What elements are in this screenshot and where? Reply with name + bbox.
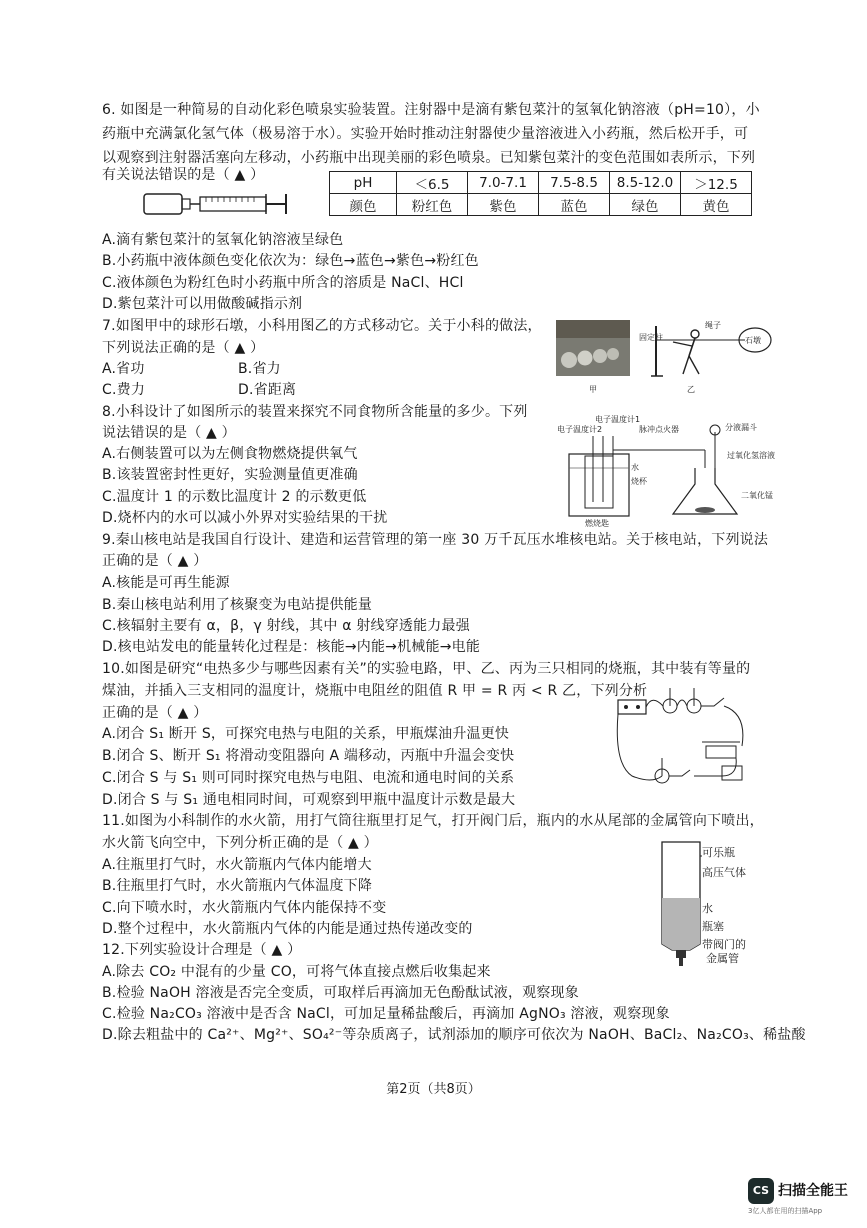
q11-stem-line1: 11.如图为小科制作的水火箭，用打气筒往瓶里打足气，打开阀门后，瓶内的水从尾部的金属管向下喷出，: [102, 813, 764, 829]
q10-stem-line1: 10.如图是研究“电热多少与哪些因素有关”的实验电路，甲、乙、丙为三只相同的烧瓶，其中装有等量的: [102, 661, 751, 677]
camscanner-logo-icon: CS: [748, 1178, 774, 1204]
q7-stem-line1: 7.如图甲中的球形石墩，小科用图乙的方式移动它。关于小科的做法，: [102, 318, 542, 334]
q9-option-b: B.秦山核电站利用了核聚变为电站提供能量: [102, 597, 373, 613]
q12-option-d: D.除去粗盐中的 Ca²⁺、Mg²⁺、SO₄²⁻等杂质离子，试剂添加的顺序可依次为 NaOH、BaCl₂、Na₂CO₃、稀盐酸: [102, 1027, 806, 1043]
q11-fig-label-gas: 高压气体: [702, 866, 746, 879]
q7-fig-label-stone: 石墩: [745, 336, 761, 345]
watermark-tagline: 3亿人都在用的扫描App: [748, 1207, 823, 1215]
q6-option-b: B.小药瓶中液体颜色变化依次为：绿色→蓝色→紫色→粉红色: [102, 253, 479, 269]
table-cell: 7.5-8.5: [539, 172, 610, 194]
q11-fig-label-tube: 金属管: [706, 952, 739, 965]
q6-stem-line4: 有关说法错误的是（ ▲ ）: [102, 167, 265, 183]
q8-fig-label-t2: 电子温度计2: [557, 425, 603, 434]
q7-option-d: D.省距离: [238, 382, 297, 398]
q7-fig-label-yi: 乙: [687, 385, 695, 394]
q6-stem-line2: 药瓶中充满氯化氢气体（极易溶于水）。实验开始时推动注射器使少量溶液进入小药瓶，然后松开手，可: [102, 126, 749, 142]
scanner-watermark: [748, 1178, 853, 1218]
page-number: 第2页（共8页）: [386, 1082, 481, 1097]
table-cell: 绿色: [610, 194, 681, 216]
q7-option-b: B.省力: [238, 361, 281, 377]
table-cell: 黄色: [681, 194, 752, 216]
table-cell: 蓝色: [539, 194, 610, 216]
q11-option-d: D.整个过程中，水火箭瓶内气体的内能是通过热传递改变的: [102, 921, 473, 937]
q6-option-c: C.液体颜色为粉红色时小药瓶中所含的溶质是 NaCl、HCl: [102, 275, 464, 291]
q10-circuit-figure: [612, 684, 762, 796]
q8-figure: [555, 412, 830, 530]
q10-stem-line2: 煤油，并插入三支相同的温度计，烧瓶中电阻丝的阻值 R 甲 = R 丙 < R 乙，下列分析: [102, 683, 648, 699]
q11-option-c: C.向下喷水时，水火箭瓶内气体内能保持不变: [102, 900, 387, 916]
table-cell: 紫色: [468, 194, 539, 216]
q8-stem-line1: 8.小科设计了如图所示的装置来探究不同食物所含能量的多少。下列: [102, 404, 528, 420]
q6-option-a: A.滴有紫包菜汁的氢氧化钠溶液呈绿色: [102, 232, 344, 248]
q10-option-d: D.闭合 S 与 S₁ 通电相同时间，可观察到甲瓶中温度计示数是最大: [102, 792, 516, 808]
q11-option-a: A.往瓶里打气时，水火箭瓶内气体内能增大: [102, 857, 372, 873]
q7-option-c: C.费力: [102, 382, 146, 398]
q7-option-a: A.省功: [102, 361, 145, 377]
q11-fig-label-bottle: 可乐瓶: [702, 846, 735, 859]
table-cell: pH: [330, 172, 397, 194]
table-cell: ＜6.5: [397, 172, 468, 194]
ph-row: [330, 172, 752, 194]
q12-stem: 12.下列实验设计合理是（ ▲ ）: [102, 942, 302, 958]
q8-fig-label-mno2: 二氧化锰: [741, 491, 773, 500]
table-cell: ＞12.5: [681, 172, 752, 194]
q8-option-c: C.温度计 1 的示数比温度计 2 的示数更低: [102, 489, 367, 505]
q7-fig-label-rope: 绳子: [705, 321, 721, 330]
q7-figure: [555, 318, 835, 400]
q8-fig-label-igniter: 脉冲点火器: [639, 425, 679, 434]
q9-stem-line1: 9.秦山核电站是我国自行设计、建造和运营管理的第一座 30 万千瓦压水堆核电站。关于核电站，下列说法: [102, 532, 769, 548]
q8-fig-label-funnel: 分液漏斗: [725, 423, 757, 432]
q7-stem-line2: 下列说法正确的是（ ▲ ）: [102, 340, 265, 356]
q12-option-c: C.检验 Na₂CO₃ 溶液中是否含 NaCl，可加足量稀盐酸后，再滴加 AgNO₃ 溶液，观察现象: [102, 1006, 670, 1022]
q6-stem-line1: 6. 如图是一种简易的自动化彩色喷泉实验装置。注射器中是滴有紫包菜汁的氢氧化钠溶液（pH=10），小: [102, 102, 760, 118]
q8-fig-label-h2o2: 过氧化氢溶液: [727, 451, 775, 460]
q7-fig-label-jia: 甲: [589, 385, 597, 394]
q6-stem-line3: 以观察到注射器活塞向左移动，小药瓶中出现美丽的彩色喷泉。已知紫包菜汁的变色范围如表所示，下列: [102, 150, 756, 166]
q10-stem-line3: 正确的是（ ▲ ）: [102, 705, 208, 721]
q11-stem-line2: 水火箭飞向空中，下列分析正确的是（ ▲ ）: [102, 835, 378, 851]
q11-fig-label-valve: 带阀门的: [702, 938, 746, 951]
q9-option-c: C.核辐射主要有 α，β，γ 射线，其中 α 射线穿透能力最强: [102, 618, 470, 634]
watermark-app-name: 扫描全能王: [778, 1183, 848, 1199]
q10-option-b: B.闭合 S、断开 S₁ 将滑动变阻器向 A 端移动，丙瓶中升温会变快: [102, 748, 515, 764]
q11-rocket-figure: [650, 836, 770, 968]
q12-option-b: B.检验 NaOH 溶液是否完全变质，可取样后再滴加无色酚酞试液，观察现象: [102, 985, 579, 1001]
q7-fig-label-pillar: 固定柱: [639, 333, 663, 342]
q8-option-d: D.烧杯内的水可以减小外界对实验结果的干扰: [102, 510, 388, 526]
q9-stem-line2: 正确的是（ ▲ ）: [102, 553, 208, 569]
q8-fig-label-beaker: 烧杯: [631, 477, 647, 486]
table-cell: 8.5-12.0: [610, 172, 681, 194]
table-cell: 粉红色: [397, 194, 468, 216]
color-row: [330, 194, 752, 216]
q8-fig-label-water: 水: [631, 463, 639, 472]
q8-option-b: B.该装置密封性更好，实验测量值更准确: [102, 467, 358, 483]
q6-option-d: D.紫包菜汁可以用做酸碱指示剂: [102, 296, 303, 312]
q11-fig-label-water: 水: [702, 902, 713, 915]
q12-option-a: A.除去 CO₂ 中混有的少量 CO，可将气体直接点燃后收集起来: [102, 964, 491, 980]
q9-option-d: D.核电站发电的能量转化过程是：核能→内能→机械能→电能: [102, 639, 481, 655]
syringe-figure: [140, 190, 295, 220]
table-cell: 7.0-7.1: [468, 172, 539, 194]
q8-option-a: A.右侧装置可以为左侧食物燃烧提供氧气: [102, 446, 358, 462]
q9-option-a: A.核能是可再生能源: [102, 575, 230, 591]
table-cell: 颜色: [330, 194, 397, 216]
q11-option-b: B.往瓶里打气时，水火箭瓶内气体温度下降: [102, 878, 373, 894]
q10-option-c: C.闭合 S 与 S₁ 则可同时探究电热与电阻、电流和通电时间的关系: [102, 770, 515, 786]
q8-fig-label-t1: 电子温度计1: [595, 415, 641, 424]
q11-fig-label-plug: 瓶塞: [702, 920, 724, 933]
ph-color-table: [329, 171, 752, 216]
q8-stem-line2: 说法错误的是（ ▲ ）: [102, 425, 236, 441]
q8-fig-label-spoon: 燃烧匙: [585, 519, 609, 528]
q10-option-a: A.闭合 S₁ 断开 S，可探究电热与电阻的关系，甲瓶煤油升温更快: [102, 726, 510, 742]
